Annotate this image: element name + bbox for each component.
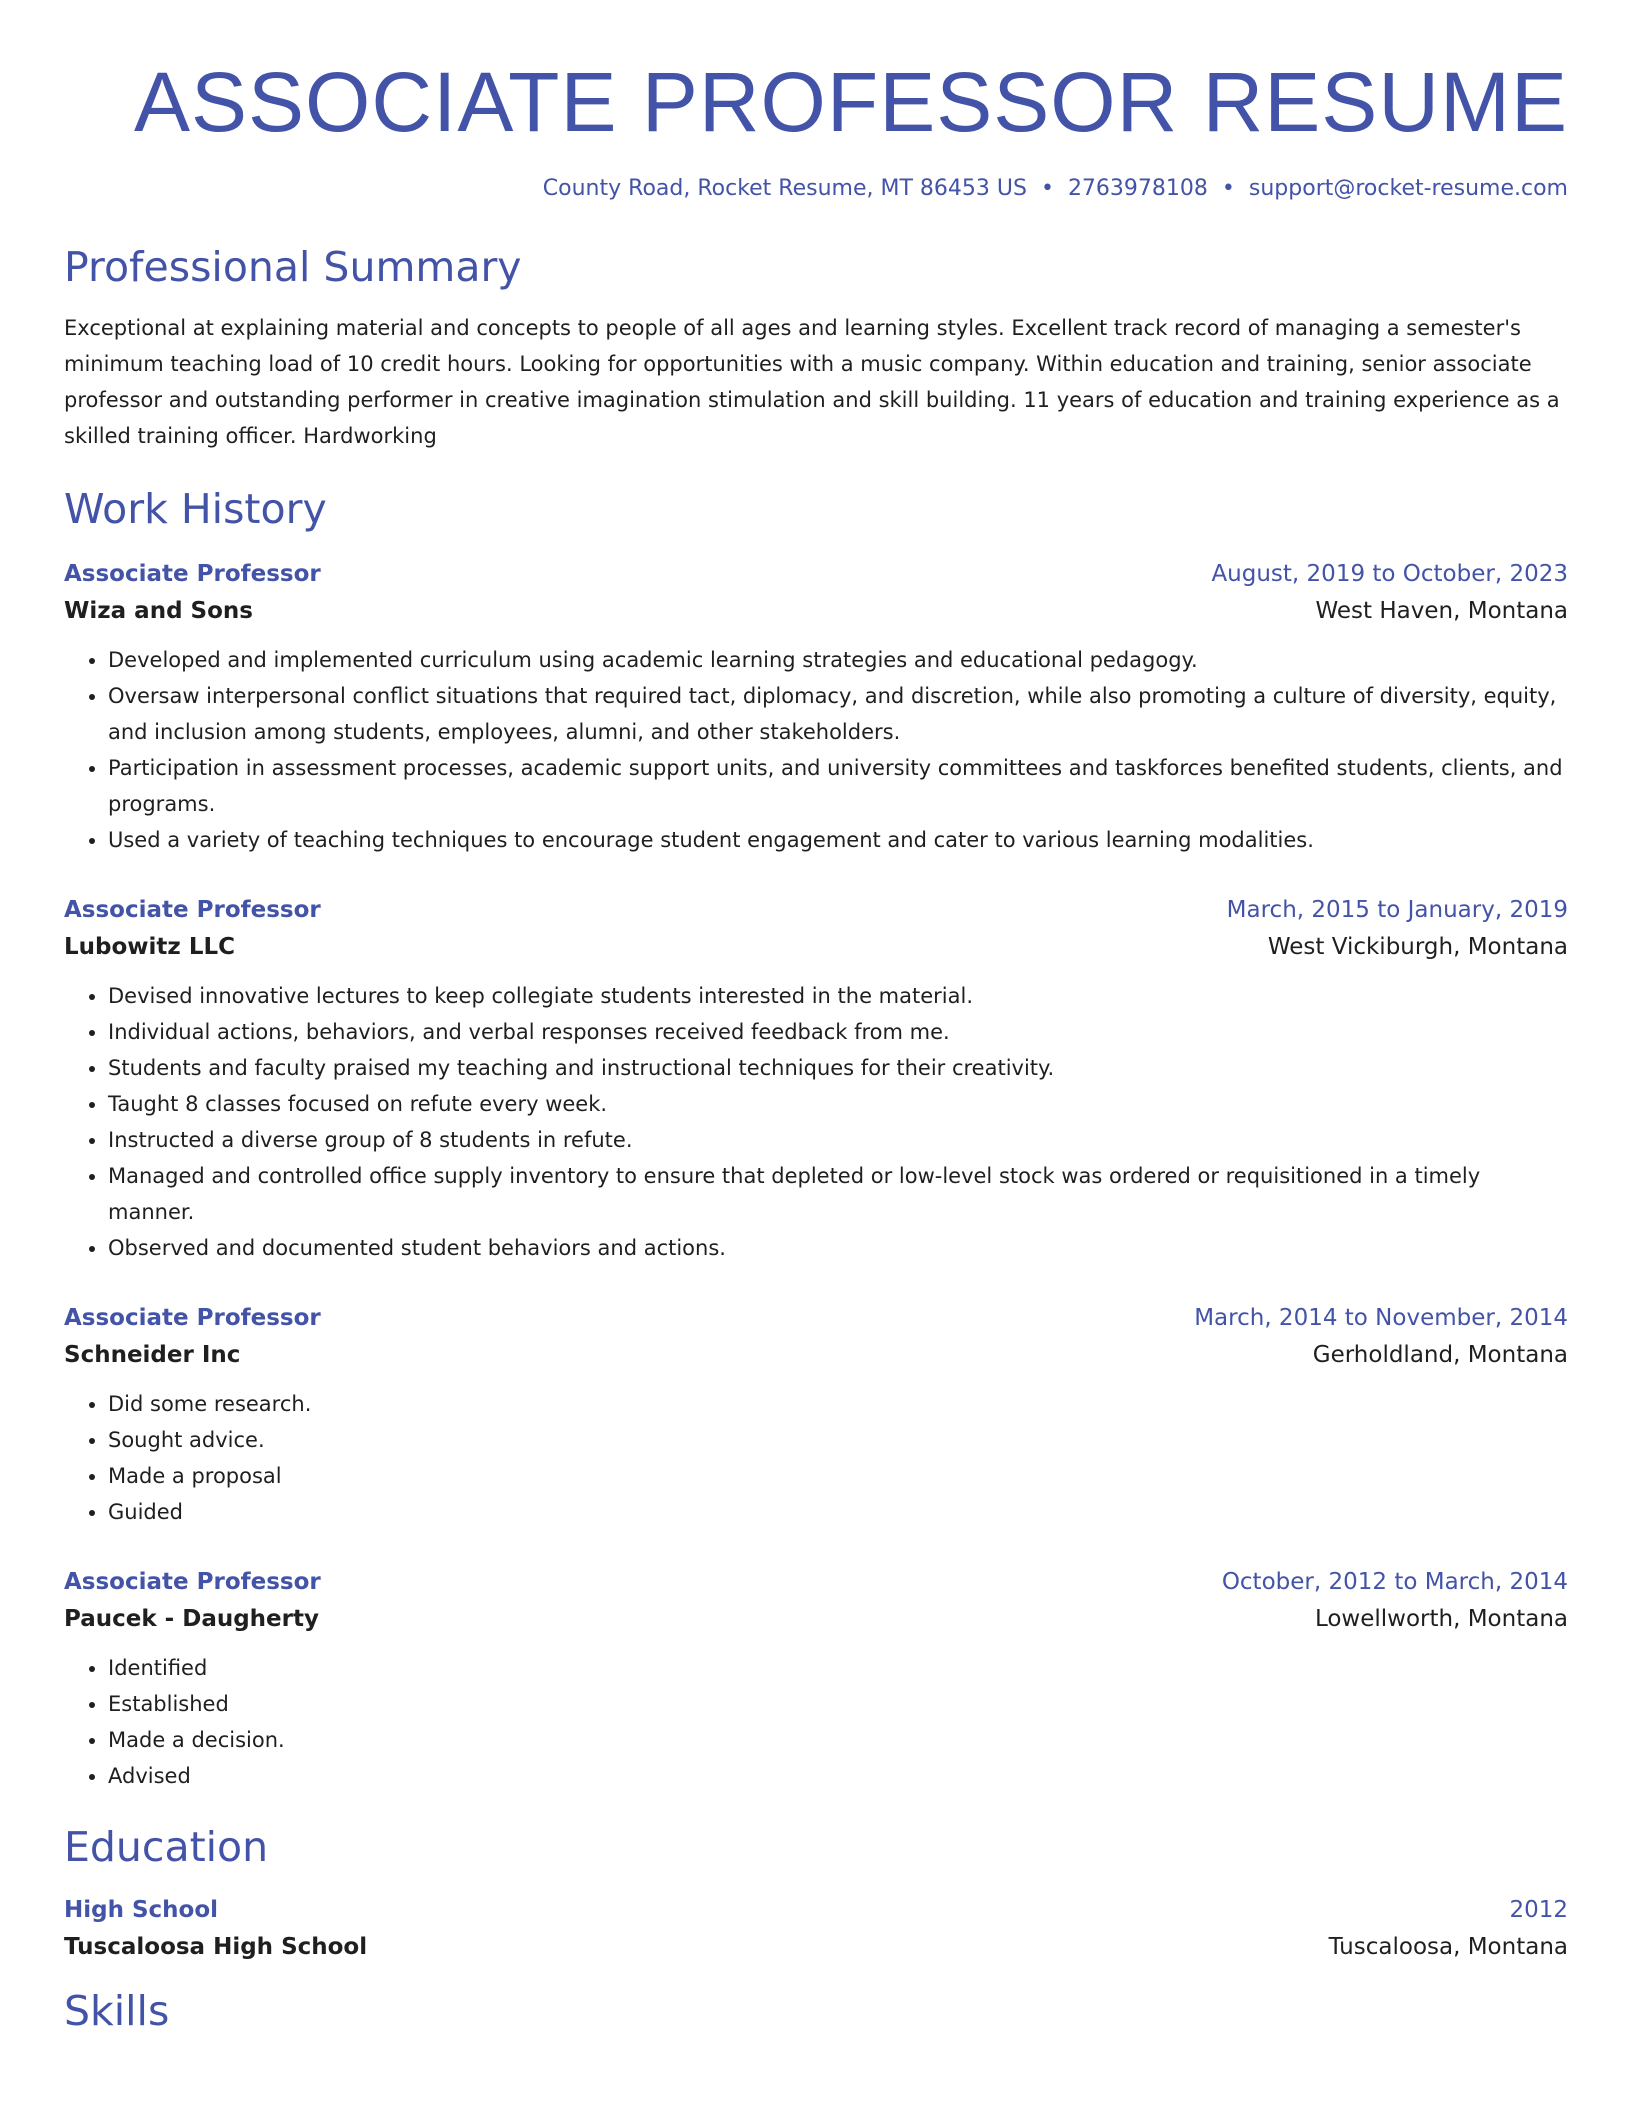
section-title-summary: Professional Summary [64,243,522,291]
job-bullet-list [64,1650,1568,1794]
job-role: Associate Professor [64,897,321,923]
summary-text: Exceptional at explaining material and concepts to people of all ages and learning styles. Excellent track record of managing a semester's minimum teaching load of 10 credit hours. Looking for opportunities with a music company. Within education and training, senior associate professor and outstanding performer in creative imagination stimulation and skill building. 11 years of education and training experience as a skilled training officer. Hardworking [64,316,1560,448]
contact-email[interactable]: support@rocket-resume.com [1248,176,1568,201]
job-role: Associate Professor [64,1305,321,1331]
job-entry [64,1300,1568,1530]
education-header-row [64,1892,1568,1928]
education-degree: High School [64,1897,219,1923]
resume-page [64,0,1568,2036]
job-company: Schneider Inc [64,1342,241,1368]
education-school: Tuscaloosa High School [64,1934,368,1960]
job-bullet: • Made a proposal [108,1458,1568,1494]
job-bullet: • Devised innovative lectures to keep collegiate students interested in the material. [108,978,1568,1014]
job-bullet-list [64,642,1568,858]
contact-phone: 2763978108 [1067,176,1208,201]
job-dates: October, 2012 to March, 2014 [1221,1569,1568,1595]
job-bullet-list [64,978,1568,1266]
job-dates: March, 2014 to November, 2014 [1194,1305,1568,1331]
job-role: Associate Professor [64,561,321,587]
job-company: Wiza and Sons [64,598,253,624]
job-bullet: • Individual actions, behaviors, and verbal responses received feedback from me. [108,1014,1568,1050]
contact-separator: • [1221,176,1235,201]
job-bullet: • Participation in assessment processes, academic support units, and university committees and taskforces benefited students, clients, and programs. [108,750,1568,822]
job-company: Paucek - Daugherty [64,1606,319,1632]
education-entry [64,1892,1568,1966]
job-company-row [64,1336,1568,1374]
job-bullet: • Taught 8 classes focused on refute every week. [108,1086,1568,1122]
job-bullet: • Made a decision. [108,1722,1568,1758]
job-bullet: • Oversaw interpersonal conflict situations that required tact, diplomacy, and discretion, while also promoting a culture of diversity, equity, and inclusion among students, employees, alumni, and other stakeholders. [108,678,1568,750]
job-bullet: • Observed and documented student behaviors and actions. [108,1230,1568,1266]
job-company-row [64,928,1568,966]
job-header-row [64,556,1568,592]
job-bullet: • Used a variety of teaching techniques to encourage student engagement and cater to various learning modalities. [108,822,1568,858]
education-location: Tuscaloosa, Montana [1328,1934,1568,1960]
job-bullet: • Advised [108,1758,1568,1794]
resume-header [64,0,1568,204]
job-company: Lubowitz LLC [64,934,236,960]
job-entry [64,1564,1568,1794]
job-dates: March, 2015 to January, 2019 [1226,897,1568,923]
job-bullet: • Identified [108,1650,1568,1686]
education-year: 2012 [1509,1897,1568,1923]
job-bullet: • Did some research. [108,1386,1568,1422]
section-title-education: Education [64,1823,269,1871]
contact-separator: • [1040,176,1054,201]
education-school-row [64,1928,1568,1966]
job-bullet: • Instructed a diverse group of 8 students in refute. [108,1122,1568,1158]
contact-line [64,174,1568,204]
job-header-row [64,892,1568,928]
job-bullet: • Managed and controlled office supply inventory to ensure that depleted or low-level stock was ordered or requisitioned in a timely manner. [108,1158,1568,1230]
job-company-row [64,1600,1568,1638]
job-header-row [64,1300,1568,1336]
job-role: Associate Professor [64,1569,321,1595]
section-title-work-history: Work History [64,485,327,533]
job-location: West Haven, Montana [1315,598,1568,624]
job-entry [64,556,1568,858]
resume-title: ASSOCIATE PROFESSOR RESUME [133,55,1568,149]
job-bullet: • Established [108,1686,1568,1722]
job-company-row [64,592,1568,630]
job-bullet: • Sought advice. [108,1422,1568,1458]
job-bullet: • Students and faculty praised my teaching and instructional techniques for their creativity. [108,1050,1568,1086]
job-entry [64,892,1568,1266]
job-bullet: • Developed and implemented curriculum using academic learning strategies and educational pedagogy. [108,642,1568,678]
job-bullet-list [64,1386,1568,1530]
contact-address: County Road, Rocket Resume, MT 86453 US [542,176,1027,201]
job-header-row [64,1564,1568,1600]
job-bullet: • Guided [108,1494,1568,1530]
section-title-skills: Skills [64,1987,170,2035]
job-location: Gerholdland, Montana [1312,1342,1568,1368]
job-location: West Vickiburgh, Montana [1267,934,1568,960]
job-dates: August, 2019 to October, 2023 [1211,561,1568,587]
job-location: Lowellworth, Montana [1314,1606,1568,1632]
